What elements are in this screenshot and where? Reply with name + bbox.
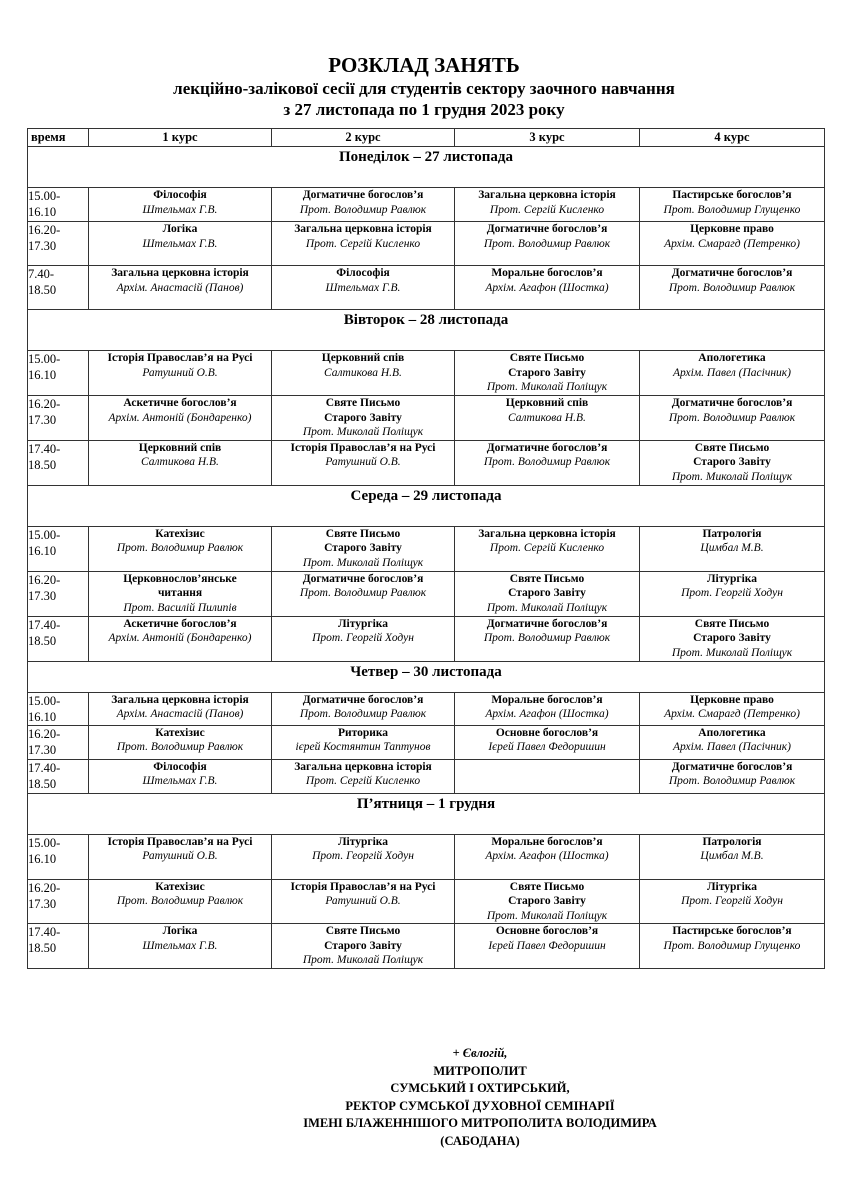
subject-name: Моральне богослов’я [491, 835, 603, 848]
subject-name: Основне богослов’я [495, 726, 599, 739]
schedule-table [27, 128, 825, 969]
subject-name: Святе Письмо [325, 527, 401, 540]
column-header-course-4: 4 курс [640, 129, 825, 147]
time-start: 15.00- [28, 352, 61, 366]
teacher-name: Штельмах Г.В. [325, 281, 401, 294]
time-slot [28, 396, 89, 441]
subject-name: Святе Письмо [325, 397, 401, 409]
teacher-name: Прот. Володимир Равлюк [483, 237, 611, 250]
signature-name: + Євлогій, [452, 1046, 508, 1060]
subject-name: Апологетика [698, 726, 766, 739]
day-header-row [28, 793, 825, 834]
teacher-name: Прот. Георгій Ходун [312, 632, 414, 644]
class-cell-course-3 [455, 222, 640, 266]
subject-name: Літургіка [706, 880, 758, 893]
class-cell-course-2 [272, 396, 455, 441]
class-cell-course-4 [640, 266, 825, 310]
teacher-name: Архім. Агафон (Шостка) [485, 281, 609, 294]
subject-name: Святе Письмо [509, 352, 585, 364]
schedule-row [28, 266, 825, 310]
time-end: 17.30 [28, 896, 57, 911]
teacher-name: Прот. Володимир Равлюк [483, 456, 611, 468]
subject-name: Історія Православ’я на Русі [107, 835, 253, 848]
class-cell-course-2 [272, 834, 455, 879]
class-cell-course-3 [455, 834, 640, 879]
class-cell-course-1 [89, 526, 272, 571]
teacher-name: Штельмах Г.В. [142, 203, 218, 216]
class-cell-course-4 [640, 526, 825, 571]
schedule-row [28, 879, 825, 924]
subject-name: Катехізис [155, 880, 205, 893]
subject-name: Історія Православ’я на Русі [290, 441, 436, 454]
subject-name: Загальна церковна історія [111, 693, 249, 706]
day-header-row [28, 310, 825, 351]
teacher-name: Штельмах Г.В. [142, 775, 218, 787]
subject-name-line2: читання [157, 587, 203, 599]
time-slot [28, 440, 89, 485]
signature-diocese: СУМСЬКИЙ І ОХТИРСЬКИЙ, [390, 1081, 570, 1095]
teacher-name: Архім. Агафон (Шостка) [485, 708, 609, 720]
subject-name: Церковне право [690, 223, 774, 235]
day-title: Середа – 29 листопада [28, 485, 825, 526]
time-slot [28, 692, 89, 725]
class-cell-course-2 [272, 188, 455, 222]
subject-name: Святе Письмо [509, 880, 585, 893]
document-title: РОЗКЛАД ЗАНЯТЬ [328, 53, 520, 77]
subject-name: Філософія [153, 760, 207, 773]
class-cell-course-2 [272, 879, 455, 924]
teacher-name: Прот. Георгій Ходун [681, 895, 783, 907]
subject-name: Догматичне богослов’я [671, 760, 793, 773]
subject-name: Літургіка [337, 835, 389, 848]
teacher-name: Штельмах Г.В. [142, 939, 218, 952]
teacher-name: Штельмах Г.В. [142, 237, 218, 250]
time-end: 18.50 [28, 457, 57, 472]
time-start: 17.40- [28, 617, 61, 632]
schedule-row [28, 616, 825, 661]
time-start: 16.20- [28, 572, 61, 587]
time-slot [28, 924, 89, 969]
subject-name: Патрологія [702, 527, 762, 540]
class-cell-course-2 [272, 692, 455, 725]
teacher-name: Ратушний О.В. [142, 850, 218, 862]
subject-name: Моральне богослов’я [491, 693, 603, 706]
class-cell-course-1 [89, 396, 272, 441]
class-cell-course-3 [455, 725, 640, 759]
class-cell-course-4 [640, 351, 825, 396]
teacher-name: Архім. Анастасій (Панов) [116, 708, 244, 720]
time-start: 16.20- [28, 223, 61, 237]
subject-name-line2: Старого Завіту [508, 366, 586, 379]
subject-name: Святе Письмо [694, 617, 770, 630]
class-cell-course-1 [89, 222, 272, 266]
subject-name: Святе Письмо [694, 441, 770, 454]
subject-name-line2: Старого Завіту [508, 587, 586, 599]
teacher-name: Прот. Володимир Равлюк [116, 741, 244, 753]
class-cell-course-3 [455, 616, 640, 661]
subject-name: Логіка [162, 223, 198, 235]
schedule-row [28, 396, 825, 441]
time-slot [28, 266, 89, 310]
subject-name: Апологетика [698, 352, 766, 364]
subject-name: Історія Православ’я на Русі [107, 352, 253, 364]
teacher-name: Архім. Анастасій (Панов) [116, 281, 244, 294]
teacher-name: Архім. Антоній (Бондаренко) [108, 632, 252, 644]
signature-position: РЕКТОР СУМСЬКОЇ ДУХОВНОЇ СЕМІНАРІЇ [345, 1098, 615, 1113]
subject-name: Загальна церковна історія [294, 760, 432, 773]
schedule-body [28, 147, 825, 969]
subject-name: Катехізис [155, 726, 205, 739]
teacher-name: Прот. Миколай Поліщук [671, 470, 793, 483]
class-cell-course-1 [89, 351, 272, 396]
teacher-name: Прот. Володимир Равлюк [299, 587, 427, 599]
subject-name: Догматичне богослов’я [486, 223, 608, 235]
teacher-name: Прот. Миколай Поліщук [302, 556, 424, 569]
class-cell-course-1 [89, 879, 272, 924]
class-cell-course-4 [640, 924, 825, 969]
class-cell-course-1 [89, 924, 272, 969]
class-cell-course-3 [455, 188, 640, 222]
teacher-name: Прот. Володимир Равлюк [116, 542, 244, 554]
time-end: 17.30 [28, 588, 57, 603]
teacher-name: Салтикова Н.В. [141, 456, 219, 468]
class-cell-course-3 [455, 692, 640, 725]
class-cell-course-3 [455, 759, 640, 793]
subject-name-line2: Старого Завіту [324, 411, 402, 424]
day-title: Четвер – 30 листопада [28, 661, 825, 692]
class-cell-course-1 [89, 759, 272, 793]
class-cell-course-4 [640, 725, 825, 759]
schedule-row [28, 759, 825, 793]
class-cell-course-3 [455, 924, 640, 969]
time-end: 18.50 [28, 633, 57, 648]
class-cell-course-2 [272, 725, 455, 759]
class-cell-course-4 [640, 571, 825, 616]
schedule-row [28, 725, 825, 759]
subject-name: Літургіка [337, 617, 389, 630]
signature-block [280, 1045, 680, 1150]
subject-name: Святе Письмо [509, 572, 585, 585]
subject-name: Риторика [337, 726, 389, 739]
time-start: 16.20- [28, 397, 61, 411]
teacher-name: Прот. Миколай Поліщук [486, 381, 608, 393]
class-cell-course-2 [272, 759, 455, 793]
class-cell-course-2 [272, 266, 455, 310]
schedule-row [28, 351, 825, 396]
subject-name: Догматичне богослов’я [486, 617, 608, 630]
class-cell-course-2 [272, 440, 455, 485]
day-header-row [28, 661, 825, 692]
class-cell-course-1 [89, 834, 272, 879]
time-end: 17.30 [28, 413, 57, 427]
teacher-name: Прот. Василій Пилипів [123, 601, 237, 614]
subject-name: Аскетичне богослов’я [123, 397, 237, 409]
teacher-name: Прот. Володимир Равлюк [668, 411, 796, 424]
subject-name: Загальна церковна історія [478, 527, 616, 540]
signature-institution: ІМЕНІ БЛАЖЕННІШОГО МИТРОПОЛИТА ВОЛОДИМИРА (САБОДАНА) [303, 1116, 657, 1148]
subject-name: Церковнослов’янське [123, 572, 237, 585]
time-slot [28, 526, 89, 571]
teacher-name: Салтикова Н.В. [324, 366, 402, 379]
teacher-name: Архім. Смарагд (Петренко) [664, 708, 800, 720]
subject-name: Катехізис [155, 527, 205, 540]
time-end: 16.10 [28, 368, 57, 382]
class-cell-course-1 [89, 616, 272, 661]
subject-name: Патрологія [702, 835, 762, 848]
teacher-name: Прот. Володимир Глущенко [663, 203, 801, 216]
teacher-name: Прот. Володимир Равлюк [299, 708, 427, 720]
class-cell-course-1 [89, 725, 272, 759]
subject-name: Святе Письмо [325, 925, 401, 937]
teacher-name: Прот. Володимир Равлюк [483, 632, 611, 644]
time-end: 17.30 [28, 239, 57, 253]
subject-name: Догматичне богослов’я [302, 693, 424, 706]
time-start: 16.20- [28, 880, 61, 895]
class-cell-course-1 [89, 266, 272, 310]
schedule-row [28, 440, 825, 485]
class-cell-course-3 [455, 526, 640, 571]
teacher-name: Ієрей Павел Федоришин [488, 939, 606, 952]
time-slot [28, 616, 89, 661]
time-start: 15.00- [28, 527, 61, 542]
time-end: 16.10 [28, 205, 57, 219]
teacher-name: Прот. Сергій Кисленко [305, 775, 421, 787]
teacher-name: Цимбал М.В. [700, 850, 764, 862]
time-start: 15.00- [28, 189, 61, 203]
time-slot [28, 188, 89, 222]
class-cell-course-2 [272, 924, 455, 969]
time-slot [28, 571, 89, 616]
column-header-course-1: 1 курс [89, 129, 272, 147]
teacher-name: Прот. Миколай Поліщук [302, 426, 424, 438]
teacher-name: Ратушний О.В. [142, 366, 218, 379]
subject-name: Церковний спів [138, 441, 222, 454]
time-slot [28, 222, 89, 266]
subject-name: Церковне право [690, 693, 774, 706]
class-cell-course-4 [640, 222, 825, 266]
teacher-name: Архім. Павел (Пасічник) [672, 366, 792, 379]
class-cell-course-3 [455, 351, 640, 396]
schedule-row [28, 188, 825, 222]
time-end: 18.50 [28, 941, 57, 955]
teacher-name: Прот. Георгій Ходун [312, 850, 414, 862]
teacher-name: Прот. Миколай Поліщук [671, 646, 793, 659]
column-header-course-3: 3 курс [455, 129, 640, 147]
subject-name: Загальна церковна історія [294, 223, 432, 235]
schedule-row [28, 526, 825, 571]
class-cell-course-4 [640, 834, 825, 879]
time-slot [28, 879, 89, 924]
teacher-name: Прот. Володимир Равлюк [668, 775, 796, 787]
teacher-name: Цимбал М.В. [700, 542, 764, 554]
day-title: Вівторок – 28 листопада [28, 310, 825, 351]
schedule-row [28, 834, 825, 879]
time-start: 17.40- [28, 441, 61, 456]
class-cell-course-4 [640, 759, 825, 793]
subject-name: Моральне богослов’я [491, 267, 603, 279]
subject-name: Загальна церковна історія [111, 267, 249, 279]
subject-name: Літургіка [706, 572, 758, 585]
time-start: 17.40- [28, 925, 61, 939]
subject-name: Пастирське богослов’я [672, 189, 792, 201]
class-cell-course-3 [455, 396, 640, 441]
time-end: 16.10 [28, 851, 57, 866]
teacher-name: Прот. Миколай Поліщук [302, 954, 424, 966]
time-end: 16.10 [28, 543, 57, 558]
teacher-name: Ієрей Павел Федоришин [488, 741, 606, 753]
column-header-time: время [28, 129, 89, 147]
subject-name-line2: Старого Завіту [508, 895, 586, 907]
teacher-name: Архім. Павел (Пасічник) [672, 741, 792, 753]
teacher-name: Архім. Антоній (Бондаренко) [108, 411, 252, 424]
day-header-row [28, 147, 825, 188]
subject-name: Філософія [336, 267, 390, 279]
column-header-course-2: 2 курс [272, 129, 455, 147]
time-slot [28, 351, 89, 396]
document-dates: з 27 листопада по 1 грудня 2023 року [283, 100, 565, 119]
class-cell-course-2 [272, 222, 455, 266]
class-cell-course-4 [640, 692, 825, 725]
subject-name: Догматичне богослов’я [486, 441, 608, 454]
subject-name: Догматичне богослов’я [671, 267, 793, 279]
subject-name: Загальна церковна історія [478, 189, 616, 201]
schedule-row [28, 692, 825, 725]
subject-name: Пастирське богослов’я [672, 925, 792, 937]
class-cell-course-1 [89, 440, 272, 485]
class-cell-course-1 [89, 692, 272, 725]
subject-name: Догматичне богослов’я [671, 397, 793, 409]
teacher-name: Архім. Агафон (Шостка) [485, 850, 609, 862]
class-cell-course-4 [640, 440, 825, 485]
teacher-name: Прот. Георгій Ходун [681, 587, 783, 599]
day-title: П’ятниця – 1 грудня [28, 793, 825, 834]
time-slot [28, 834, 89, 879]
schedule-row [28, 222, 825, 266]
class-cell-course-4 [640, 188, 825, 222]
signature-title: МИТРОПОЛИТ [433, 1063, 527, 1078]
time-end: 16.10 [28, 709, 57, 724]
class-cell-course-3 [455, 879, 640, 924]
subject-name: Догматичне богослов’я [302, 572, 424, 585]
subject-name-line2: Старого Завіту [324, 542, 402, 554]
class-cell-course-3 [455, 571, 640, 616]
class-cell-course-3 [455, 440, 640, 485]
class-cell-course-2 [272, 526, 455, 571]
class-cell-course-4 [640, 616, 825, 661]
teacher-name: Прот. Сергій Кисленко [489, 542, 605, 554]
day-title: Понеділок – 27 листопада [28, 147, 825, 188]
schedule-row [28, 924, 825, 969]
teacher-name: Прот. Миколай Поліщук [486, 909, 608, 922]
schedule-row [28, 571, 825, 616]
subject-name: Аскетичне богослов’я [123, 617, 237, 630]
subject-name-line2: Старого Завіту [693, 456, 771, 468]
teacher-name: Прот. Миколай Поліщук [486, 601, 608, 614]
class-cell-course-2 [272, 351, 455, 396]
time-end: 18.50 [28, 776, 57, 791]
class-cell-course-1 [89, 571, 272, 616]
teacher-name: Прот. Володимир Глущенко [663, 939, 801, 952]
time-end: 17.30 [28, 742, 57, 757]
class-cell-course-2 [272, 616, 455, 661]
time-slot [28, 759, 89, 793]
teacher-name: Ратушний О.В. [325, 456, 401, 468]
class-cell-course-4 [640, 396, 825, 441]
subject-name: Догматичне богослов’я [302, 189, 424, 201]
subject-name-line2: Старого Завіту [324, 939, 402, 952]
teacher-name: Салтикова Н.В. [508, 411, 586, 424]
subject-name: Філософія [153, 189, 207, 201]
subject-name: Основне богослов’я [495, 925, 599, 937]
class-cell-course-1 [89, 188, 272, 222]
teacher-name: Ратушний О.В. [325, 895, 401, 907]
time-end: 18.50 [28, 283, 57, 297]
teacher-name: Прот. Володимир Равлюк [299, 203, 427, 216]
time-start: 15.00- [28, 693, 61, 708]
time-start: 16.20- [28, 726, 61, 741]
subject-name-line2: Старого Завіту [693, 632, 771, 644]
teacher-name: Прот. Сергій Кисленко [489, 203, 605, 216]
time-start: 17.40- [28, 760, 61, 775]
time-slot [28, 725, 89, 759]
teacher-name: Архім. Смарагд (Петренко) [664, 237, 800, 250]
day-header-row [28, 485, 825, 526]
subject-name: Логіка [162, 925, 198, 937]
subject-name: Церковний спів [321, 352, 405, 364]
subject-name: Церковний спів [505, 397, 589, 409]
subject-name: Історія Православ’я на Русі [290, 880, 436, 893]
teacher-name: Прот. Володимир Равлюк [116, 895, 244, 907]
class-cell-course-2 [272, 571, 455, 616]
time-start: 7.40- [28, 267, 55, 281]
teacher-name: Прот. Володимир Равлюк [668, 281, 796, 294]
class-cell-course-4 [640, 879, 825, 924]
document-subtitle: лекційно-залікової сесії для студентів сектору заочного навчання [173, 79, 675, 98]
teacher-name: ієрей Костянтин Таптунов [295, 741, 431, 753]
document-header [0, 52, 848, 120]
teacher-name: Прот. Сергій Кисленко [305, 237, 421, 250]
class-cell-course-3 [455, 266, 640, 310]
column-header-row [28, 129, 825, 147]
time-start: 15.00- [28, 835, 61, 850]
